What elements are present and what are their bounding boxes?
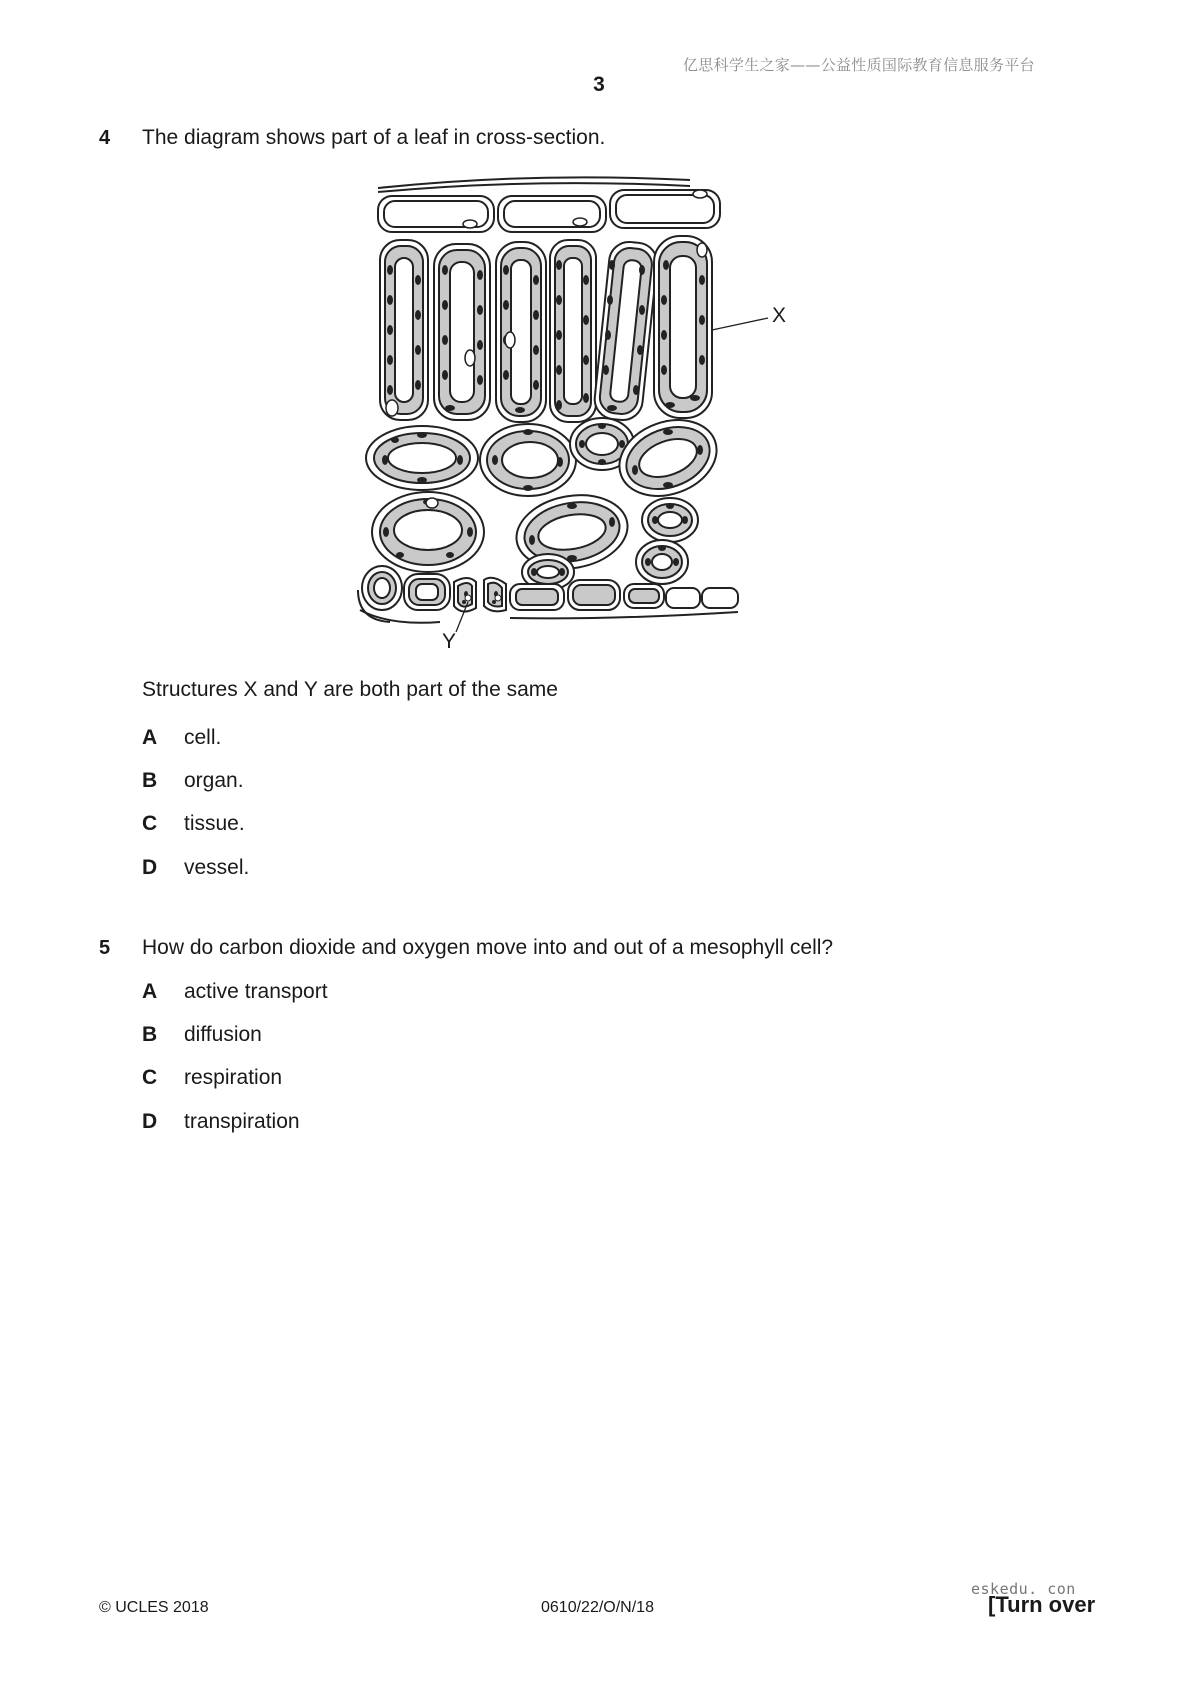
footer-paper-code: 0610/22/O/N/18 — [541, 1599, 654, 1616]
turn-over-label: [Turn over — [988, 1592, 1096, 1617]
q4-option-b-letter: B — [142, 769, 158, 792]
label-x: X — [772, 304, 787, 327]
q5-option-c-text: respiration — [184, 1066, 283, 1089]
q5-option-a-text: active transport — [184, 980, 328, 1003]
question-5-text: How do carbon dioxide and oxygen move into and out of a mesophyll cell? — [142, 936, 834, 959]
header-watermark: 亿思科学生之家——公益性质国际教育信息服务平台 — [683, 56, 1035, 74]
q5-option-d-text: transpiration — [184, 1110, 300, 1133]
leaf-cross-section-diagram — [350, 170, 870, 665]
q4-option-a-text: cell. — [184, 726, 222, 749]
q5-option-b-letter: B — [142, 1023, 158, 1046]
footer-watermark: eskedu. con — [971, 1580, 1076, 1598]
page-number: 3 — [593, 73, 605, 96]
q5-option-d-letter: D — [142, 1110, 158, 1133]
q5-option-a-letter: A — [142, 980, 158, 1003]
q4-option-d-letter: D — [142, 856, 158, 879]
q5-option-c-letter: C — [142, 1066, 158, 1089]
label-y: Y — [442, 630, 457, 653]
q5-option-b-text: diffusion — [184, 1023, 262, 1046]
question-4-number: 4 — [99, 127, 111, 149]
footer-copyright: © UCLES 2018 — [99, 1599, 209, 1616]
q4-option-a-letter: A — [142, 726, 158, 749]
q4-option-c-letter: C — [142, 812, 158, 835]
q4-option-c-text: tissue. — [184, 812, 245, 835]
question-4-stem: Structures X and Y are both part of the same — [142, 678, 558, 701]
q4-option-d-text: vessel. — [184, 856, 250, 879]
q4-option-b-text: organ. — [184, 769, 244, 792]
question-4-text: The diagram shows part of a leaf in cross-section. — [142, 126, 606, 149]
question-5-number: 5 — [99, 937, 111, 959]
